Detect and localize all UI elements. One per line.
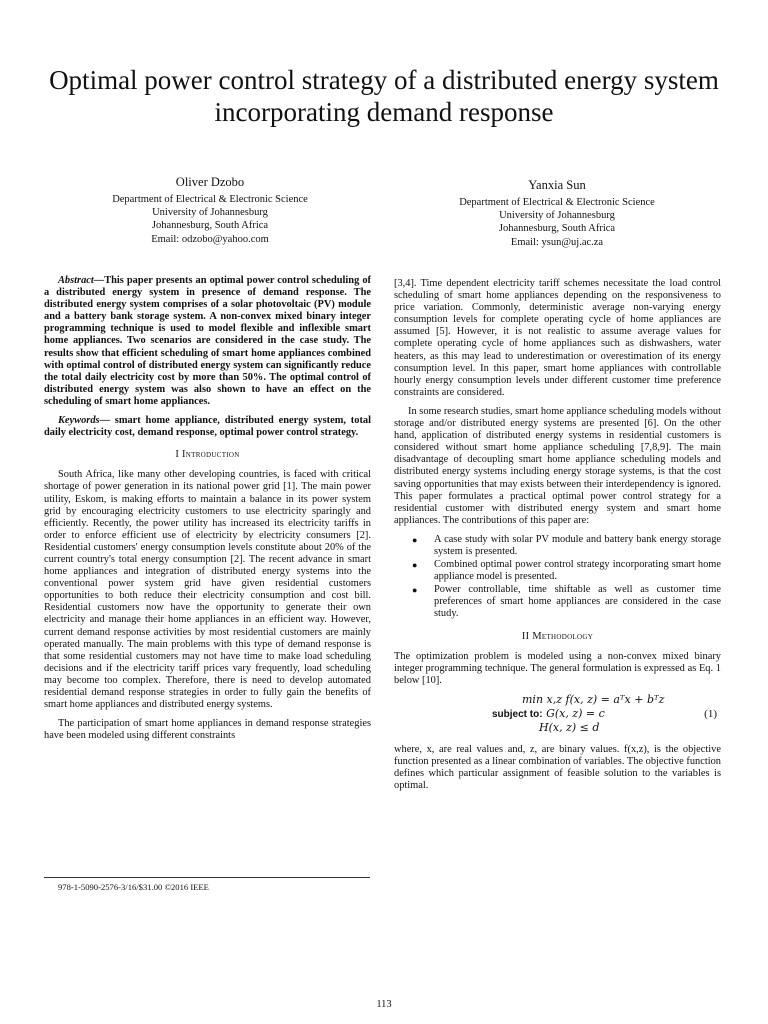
equation-constraint-eq: subject to: G(x, z) = c	[492, 706, 605, 720]
bullet-icon: ●	[412, 585, 418, 596]
body-paragraph: The participation of smart home appliances in demand response strategies have been modeled using different constraints	[44, 718, 371, 742]
subject-to-label: subject to:	[492, 708, 543, 720]
abstract-text: —This paper presents an optimal power control scheduling of a distributed energy system in presence of demand response. The distributed energy system comprises of a solar photovoltaic (PV) module and a battery bank storage system. A non-convex mixed binary integer programming technique is used to model flexible and inflexible smart home appliances. Two scenarios are considered in the case study. The results show that efficient scheduling of smart home appliances combined with optimal control of distributed energy system can significantly reduce the total daily electricity cost by more than 50%. The optimal control of distributed energy system was also shown to have an effect on the scheduling of smart home appliances.	[44, 275, 371, 407]
contributions-list	[394, 534, 721, 621]
body-paragraph: South Africa, like many other developing countries, is faced with critical shortage of power generation in its national power grid [1]. The main power utility, Eskom, is making efforts to maintain a balance in its power system grid by encouraging electricity customers to use electricity sparingly and efficiently. Recently, the power utility has increased its electricity tariffs in order to enforce efficient use of electricity by electricity consumers [2]. Residential customers' energy consumption levels constitute about 20% of the current country's total energy consumption [2]. The recent advance in smart home appliances and integration of distributed energy systems into the conventional power system grid have given residential customers opportunities to both reduce their electricity consumption and cost bill. Residential customers now have the opportunity to generate their own electricity and manage their home appliances in an efficient way. However, current demand response activities by most residential customers are mainly operated manually. The main problems with this type of demand response is that some residential customers may not have time to make load scheduling decisions and if the electricity tariff prices vary frequently, load scheduling may become too complex. Therefore, there is need to develop automated residential demand response strategies in order to fully gain the benefits of smart home appliances and distributed energy systems.	[44, 469, 371, 711]
right-column	[394, 278, 721, 799]
equation-objective: min x,z f(x, z) = aᵀx + bᵀz	[522, 692, 665, 706]
author-email: Email: odzobo@yahoo.com	[151, 233, 269, 245]
author-affiliation: Department of Electrical & Electronic Science	[459, 197, 655, 208]
left-column	[44, 275, 371, 749]
author-block-1	[60, 173, 360, 246]
body-paragraph: The optimization problem is modeled using a non-convex mixed binary integer programming technique. The general formulation is expressed as Eq. 1 below [10].	[394, 650, 721, 686]
equation-constraint-ineq: H(x, z) ≤ d	[539, 720, 600, 734]
keywords	[44, 415, 371, 439]
list-item: ● Power controllable, time shiftable as well as customer time preferences of smart home appliances are considered in the case study.	[412, 584, 721, 620]
body-paragraph: [3,4]. Time dependent electricity tariff schemes necessitate the load control scheduling of smart home appliances depending on the responsiveness to price variation. Commonly, deterministic average non-varying energy consumption levels for complete operating cycle of home appliances are assumed [5]. However, it is not realistic to assume average values for complete operating cycle of home appliances such as dishwashers, water heaters, as this may lead to underestimation or overestimation of its energy consumption level. In this paper, smart home appliances with controllable hourly energy consumption levels under different customer time preference constraints are considered.	[394, 278, 721, 398]
equation-number: (1)	[704, 707, 717, 720]
page-number: 113	[376, 999, 392, 1010]
copyright-footnote: 978-1-5090-2576-3/16/$31.00 ©2016 IEEE	[58, 882, 209, 892]
author-block-2	[407, 176, 707, 249]
author-location: Johannesburg, South Africa	[498, 223, 616, 235]
footer-divider	[44, 877, 370, 878]
bullet-icon: ●	[412, 560, 418, 571]
author-university: University of Johannesburg	[152, 207, 268, 219]
author-affiliation: Department of Electrical & Electronic Science	[112, 194, 308, 205]
equation-1	[394, 694, 721, 738]
list-item: ● Combined optimal power control strategy incorporating smart home appliance model is presented.	[412, 559, 721, 583]
abstract	[44, 275, 371, 408]
author-email: Email: ysun@uj.ac.za	[510, 236, 604, 248]
paper-title: Optimal power control strategy of a distributed energy system incorporating demand response	[49, 65, 719, 127]
body-paragraph: In some research studies, smart home appliance scheduling models without storage and/or distributed energy systems are presented [6]. On the other hand, application of distributed energy systems in residential customers is considered without smart home appliance scheduling [7,8,9]. The main disadvantage of decoupling smart home appliance scheduling models and distributed energy systems including energy storage systems, is that the cost saving opportunities that may exists between their interdependency is ignored. This paper formulates a practical optimal power control strategy for a residential customer with distributed energy system and smart home appliances. The contributions of this paper are:	[394, 405, 721, 526]
author-name: Yanxia Sun	[528, 178, 586, 192]
section-heading-introduction: I Introduction	[175, 449, 240, 461]
keywords-text: — smart home appliance, distributed energy system, total daily electricity cost, demand response, optimal power control strategy.	[44, 415, 371, 439]
bullet-icon: ●	[412, 534, 418, 545]
section-heading-methodology: II Methodology	[521, 630, 594, 642]
keywords-label: Keywords	[58, 415, 100, 427]
author-name: Oliver Dzobo	[175, 175, 245, 189]
author-location: Johannesburg, South Africa	[151, 220, 269, 232]
author-university: University of Johannesburg	[499, 210, 615, 222]
list-item: ● A case study with solar PV module and battery bank energy storage system is presented.	[412, 533, 721, 557]
abstract-label: Abstract	[58, 275, 94, 286]
body-paragraph: where, x, are real values and, z, are binary values. f(x,z), is the objective function presented as a linear combination of variables. The objective function defines which particular assignment of feasible solution to the variables is optimal.	[394, 743, 721, 792]
